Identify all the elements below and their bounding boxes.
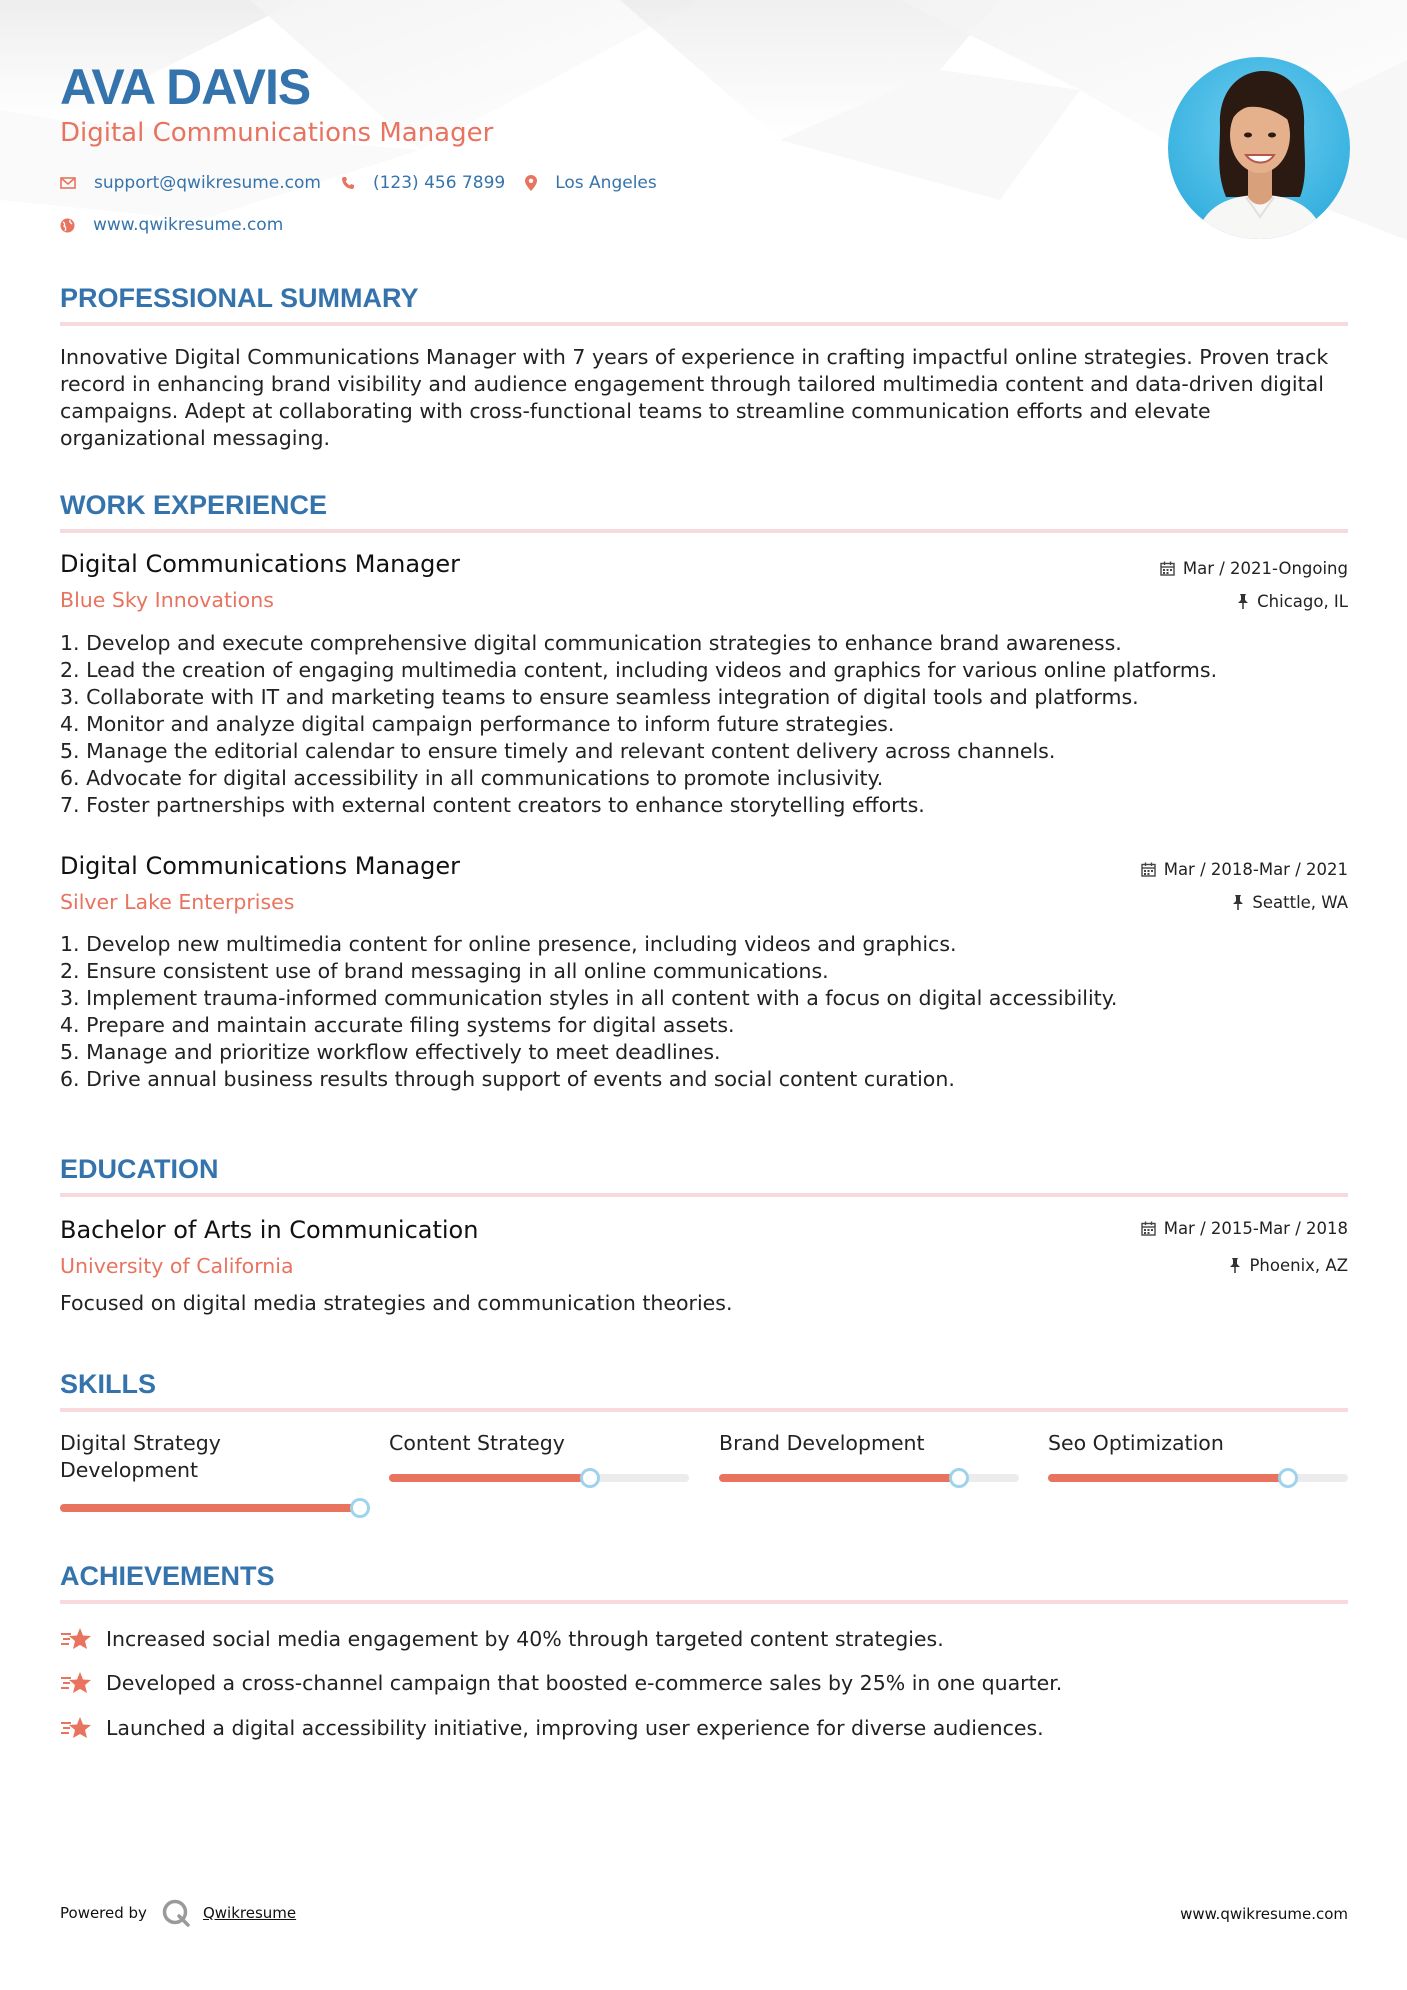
job-1-location: [1237, 592, 1348, 611]
achievement-item: [60, 1626, 944, 1652]
skill-bar-fill: [719, 1474, 959, 1482]
skill-label: Seo Optimization: [1048, 1431, 1224, 1455]
skills-heading: SKILLS: [60, 1369, 157, 1399]
education-description: Focused on digital media strategies and communication theories.: [60, 1291, 733, 1315]
qwikresume-link[interactable]: Qwikresume: [202, 1904, 297, 1922]
education-dates: [1141, 1219, 1348, 1238]
pushpin-icon: [1232, 895, 1244, 910]
skill-bar-knob: [580, 1468, 600, 1488]
email-item[interactable]: [60, 173, 321, 193]
location-item: [525, 173, 657, 193]
candidate-title: Digital Communications Manager: [60, 118, 494, 148]
skill-bar-fill: [1048, 1474, 1288, 1482]
phone-icon: [341, 176, 355, 190]
education-dates-text: Mar / 2015-Mar / 2018: [1163, 1219, 1348, 1238]
calendar-icon: [1160, 561, 1175, 576]
footer-website[interactable]: www.qwikresume.com: [1180, 1905, 1348, 1923]
job-1-location-text: Chicago, IL: [1257, 592, 1348, 611]
skill-bar: [389, 1474, 689, 1482]
profile-photo: [1168, 57, 1350, 239]
list-item: 3. Collaborate with IT and marketing teams to ensure seamless integration of digital tools and platforms.: [60, 685, 1139, 709]
education-degree: Bachelor of Arts in Communication: [60, 1216, 479, 1244]
skill-bar-fill: [60, 1504, 360, 1512]
job-1-dates: [1160, 559, 1348, 578]
list-item: 1. Develop and execute comprehensive digital communication strategies to enhance brand awareness.: [60, 631, 1122, 655]
skill-bar-knob: [1278, 1468, 1298, 1488]
education-location-text: Phoenix, AZ: [1249, 1256, 1348, 1275]
skill-bar-knob: [350, 1498, 370, 1518]
website-text: www.qwikresume.com: [93, 215, 284, 235]
education-heading: EDUCATION: [60, 1154, 219, 1184]
pushpin-icon: [1229, 1258, 1241, 1273]
star-award-icon: [60, 1670, 92, 1696]
job-2-title: Digital Communications Manager: [60, 852, 460, 880]
footer-powered-by: [60, 1898, 296, 1928]
powered-by-label: Powered by: [60, 1904, 147, 1922]
job-2-bullets: [60, 931, 1348, 1093]
achievement-text: Developed a cross-channel campaign that boosted e-commerce sales by 25% in one quarter.: [106, 1671, 1063, 1695]
skill-bar: [719, 1474, 1019, 1482]
education-location: [1229, 1256, 1348, 1275]
star-award-icon: [60, 1715, 92, 1741]
skill-content-strategy: [389, 1430, 689, 1457]
list-item: 6. Advocate for digital accessibility in all communications to promote inclusivity.: [60, 766, 884, 790]
list-item: 4. Prepare and maintain accurate filing systems for digital assets.: [60, 1013, 735, 1037]
job-1-title: Digital Communications Manager: [60, 550, 460, 578]
contact-row: [60, 173, 677, 193]
experience-heading: WORK EXPERIENCE: [60, 490, 328, 520]
location-text: Los Angeles: [555, 173, 657, 193]
list-item: 3. Implement trauma-informed communication styles in all content with a focus on digital accessibility.: [60, 986, 1118, 1010]
achievement-text: Launched a digital accessibility initiative, improving user experience for diverse audiences.: [106, 1716, 1044, 1740]
skill-bar: [1048, 1474, 1348, 1482]
education-divider: [60, 1193, 1348, 1197]
job-2-dates: [1141, 860, 1348, 879]
list-item: 2. Ensure consistent use of brand messaging in all online communications.: [60, 959, 829, 983]
skill-digital-strategy: [60, 1430, 360, 1484]
skill-label: Digital Strategy Development: [60, 1431, 221, 1482]
list-item: 5. Manage and prioritize workflow effectively to meet deadlines.: [60, 1040, 721, 1064]
skill-seo-optimization: [1048, 1430, 1348, 1457]
summary-text: Innovative Digital Communications Manager with 7 years of experience in crafting impactful online strategies. Proven track record in enhancing brand visibility and audience engagement through tailored multimedia content and data-driven digital campaigns. Adept at collaborating with cross-functional teams to streamline communication efforts and elevate organizational messaging.: [60, 345, 1329, 450]
list-item: 7. Foster partnerships with external content creators to enhance storytelling efforts.: [60, 793, 925, 817]
skill-brand-development: [719, 1430, 1019, 1457]
star-award-icon: [60, 1626, 92, 1652]
job-1-company: Blue Sky Innovations: [60, 588, 274, 612]
education-school: University of California: [60, 1254, 294, 1278]
job-2-location-text: Seattle, WA: [1252, 893, 1348, 912]
website-row: [60, 215, 303, 235]
achievement-item: [60, 1715, 1044, 1741]
list-item: 4. Monitor and analyze digital campaign performance to inform future strategies.: [60, 712, 895, 736]
job-2-dates-text: Mar / 2018-Mar / 2021: [1163, 860, 1348, 879]
calendar-icon: [1141, 1221, 1156, 1236]
qwikresume-logo-icon: [161, 1898, 191, 1928]
skill-bar-knob: [949, 1468, 969, 1488]
candidate-name: AVA DAVIS: [60, 59, 311, 115]
skill-label: Content Strategy: [389, 1431, 565, 1455]
skill-label: Brand Development: [719, 1431, 925, 1455]
pushpin-icon: [1237, 594, 1249, 609]
list-item: 5. Manage the editorial calendar to ensure timely and relevant content delivery across channels.: [60, 739, 1056, 763]
job-1-bullets: [60, 630, 1348, 819]
summary-divider: [60, 322, 1348, 326]
phone-item[interactable]: [341, 173, 505, 193]
website-item[interactable]: [60, 215, 283, 235]
job-2-company: Silver Lake Enterprises: [60, 890, 295, 914]
achievement-text: Increased social media engagement by 40% through targeted content strategies.: [106, 1627, 944, 1651]
summary-heading: PROFESSIONAL SUMMARY: [60, 283, 419, 313]
phone-text: (123) 456 7899: [372, 173, 506, 193]
email-text: support@qwikresume.com: [94, 173, 321, 193]
list-item: 6. Drive annual business results through support of events and social content curation.: [60, 1067, 955, 1091]
job-2-location: [1232, 893, 1348, 912]
achievements-divider: [60, 1600, 1348, 1604]
list-item: 1. Develop new multimedia content for online presence, including videos and graphics.: [60, 932, 957, 956]
experience-divider: [60, 529, 1348, 533]
map-pin-icon: [525, 175, 537, 191]
job-1-dates-text: Mar / 2021-Ongoing: [1182, 559, 1348, 578]
skill-bar: [60, 1504, 360, 1512]
skill-bar-fill: [389, 1474, 590, 1482]
list-item: 2. Lead the creation of engaging multimedia content, including videos and graphics for various online platforms.: [60, 658, 1218, 682]
skills-divider: [60, 1408, 1348, 1412]
email-icon: [60, 177, 76, 189]
globe-icon: [60, 218, 75, 233]
achievements-heading: ACHIEVEMENTS: [60, 1561, 275, 1591]
achievement-item: [60, 1670, 1062, 1696]
calendar-icon: [1141, 862, 1156, 877]
